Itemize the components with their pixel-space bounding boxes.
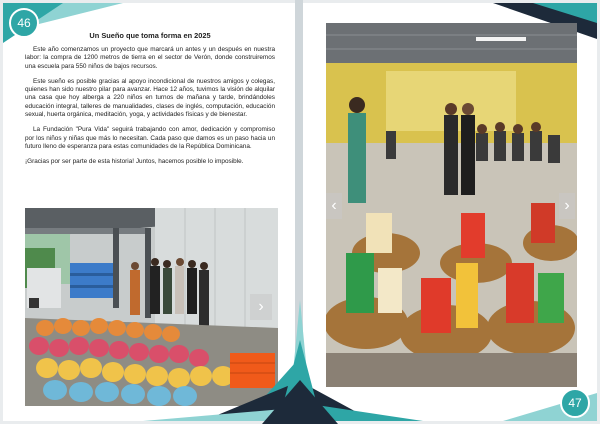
chevron-left-icon: ‹ <box>331 197 337 214</box>
left-page <box>3 3 295 421</box>
chevron-right-icon: › <box>564 197 570 214</box>
article-title: Un Sueño que toma forma en 2025 <box>89 31 211 40</box>
page-number: 46 <box>17 16 31 30</box>
paragraph-4: ¡Gracias por ser parte de esta historia! Juntos, hacemos posible lo imposible. <box>25 158 244 166</box>
chevron-right-icon: › <box>258 298 264 315</box>
page-number: 47 <box>568 396 582 410</box>
paragraph-3: La Fundación "Pura Vida" seguirá trabajando con amor, dedicación y compromiso por los niños y niñas que más lo necesitan. Cada paso que damos es un paso hacia un futuro lleno de esperanza para estas comunidades de la República Dominicana. <box>25 126 275 150</box>
corner-decoration-bottom-right <box>303 343 597 421</box>
right-page <box>303 3 597 421</box>
spine-decoration <box>262 300 338 424</box>
article-body <box>25 31 275 174</box>
paragraph-2: Este sueño es posible gracias al apoyo incondicional de nuestros amigos y colegas, quienes han sido nuestro pilar para avanzar. Hace 12 años, tuvimos la visión de alquilar una casa que hoy alberga a 220 niños en turnos de mañana y tarde, brindándoles educación integral, talleres de manualidades, clases de inglés, computación, educación sexual, huerta orgánica, meditación, yoga, y actividades físicas y de bienestar. <box>25 77 275 119</box>
photo-food-baskets-hall <box>326 23 577 387</box>
page-number-badge <box>560 388 590 418</box>
paragraph-1: Este año comenzamos un proyecto que marcará un antes y un después en nuestra labor: la compra de 1200 metros de tierra en el sector de Verón, donde construiremos una escuela para 550 niños de bajos recursos. <box>25 46 275 70</box>
photo-next-button-right[interactable] <box>559 193 575 219</box>
photo-prev-button[interactable] <box>326 193 342 219</box>
